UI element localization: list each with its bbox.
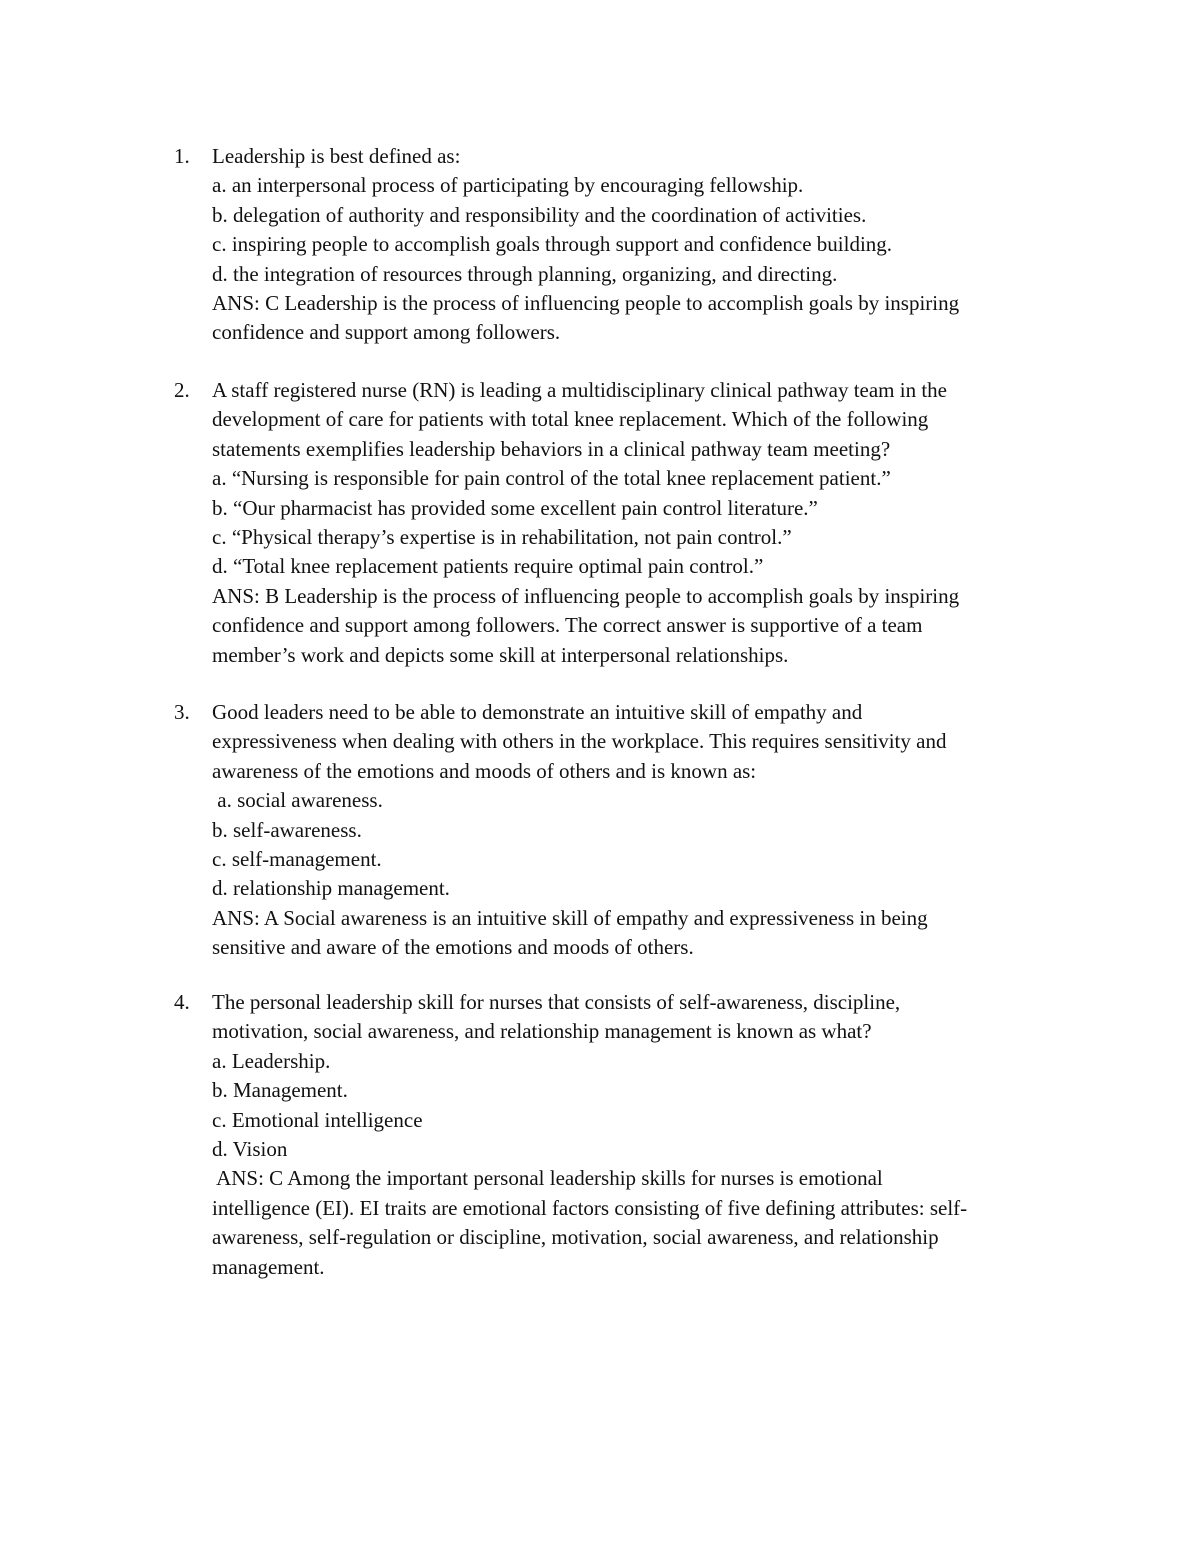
- question-stem: Good leaders need to be able to demonstrate an intuitive skill of empathy and: [212, 700, 863, 724]
- answer-option-a: a. Leadership.: [212, 1048, 331, 1073]
- answer-explanation: awareness, self-regulation or discipline, motivation, social awareness, and relationship: [212, 1225, 939, 1250]
- answer-option-a: a. social awareness.: [212, 788, 383, 813]
- answer-explanation: member’s work and depicts some skill at interpersonal relationships.: [212, 642, 789, 667]
- answer-option-c: c. “Physical therapy’s expertise is in rehabilitation, not pain control.”: [212, 524, 792, 549]
- answer-explanation: ANS: A Social awareness is an intuitive skill of empathy and expressiveness in being: [212, 905, 928, 930]
- answer-option-c: c. inspiring people to accomplish goals through support and confidence building.: [212, 232, 893, 257]
- question-body: [212, 376, 1072, 670]
- question-stem: expressiveness when dealing with others in the workplace. This requires sensitivity and: [212, 729, 947, 754]
- answer-option-c: c. self-management.: [212, 846, 382, 871]
- question-body: [212, 988, 1072, 1282]
- question-stem: awareness of the emotions and moods of others and is known as:: [212, 758, 757, 783]
- answer-option-b: b. Management.: [212, 1078, 348, 1103]
- question-stem: Leadership is best defined as:: [212, 144, 461, 168]
- answer-explanation: ANS: C Leadership is the process of influencing people to accomplish goals by inspiring: [212, 290, 960, 315]
- answer-explanation: confidence and support among followers.: [212, 320, 561, 345]
- answer-option-c: c. Emotional intelligence: [212, 1107, 423, 1132]
- answer-explanation: confidence and support among followers. The correct answer is supportive of a team: [212, 613, 923, 638]
- question-number: 4.: [174, 990, 190, 1014]
- answer-explanation: management.: [212, 1254, 325, 1279]
- answer-option-b: b. self-awareness.: [212, 817, 362, 842]
- answer-option-d: d. relationship management.: [212, 876, 450, 901]
- answer-option-d: d. “Total knee replacement patients require optimal pain control.”: [212, 554, 764, 579]
- question-stem: motivation, social awareness, and relationship management is known as what?: [212, 1019, 872, 1044]
- answer-option-d: d. the integration of resources through planning, organizing, and directing.: [212, 261, 838, 286]
- answer-option-a: a. “Nursing is responsible for pain control of the total knee replacement patient.”: [212, 466, 891, 491]
- question-stem: The personal leadership skill for nurses that consists of self-awareness, discipline,: [212, 990, 901, 1014]
- answer-explanation: intelligence (EI). EI traits are emotional factors consisting of five defining attributes: self-: [212, 1195, 968, 1220]
- answer-option-b: b. “Our pharmacist has provided some excellent pain control literature.”: [212, 495, 818, 520]
- question-stem: statements exemplifies leadership behaviors in a clinical pathway team meeting?: [212, 436, 891, 461]
- answer-option-a: a. an interpersonal process of participating by encouraging fellowship.: [212, 173, 804, 198]
- answer-explanation: ANS: C Among the important personal leadership skills for nurses is emotional: [212, 1166, 883, 1191]
- answer-explanation: ANS: B Leadership is the process of influencing people to accomplish goals by inspiring: [212, 583, 960, 608]
- answer-option-d: d. Vision: [212, 1136, 288, 1161]
- question-stem: A staff registered nurse (RN) is leading a multidisciplinary clinical pathway team in the: [212, 378, 947, 402]
- question-number: 3.: [174, 700, 190, 724]
- answer-option-b: b. delegation of authority and responsibility and the coordination of activities.: [212, 202, 867, 227]
- question-body: [212, 142, 1072, 348]
- question-stem: development of care for patients with total knee replacement. Which of the following: [212, 407, 929, 432]
- question-body: [212, 698, 1072, 963]
- question-number: 1.: [174, 144, 190, 168]
- answer-explanation: sensitive and aware of the emotions and moods of others.: [212, 935, 694, 960]
- question-number: 2.: [174, 378, 190, 402]
